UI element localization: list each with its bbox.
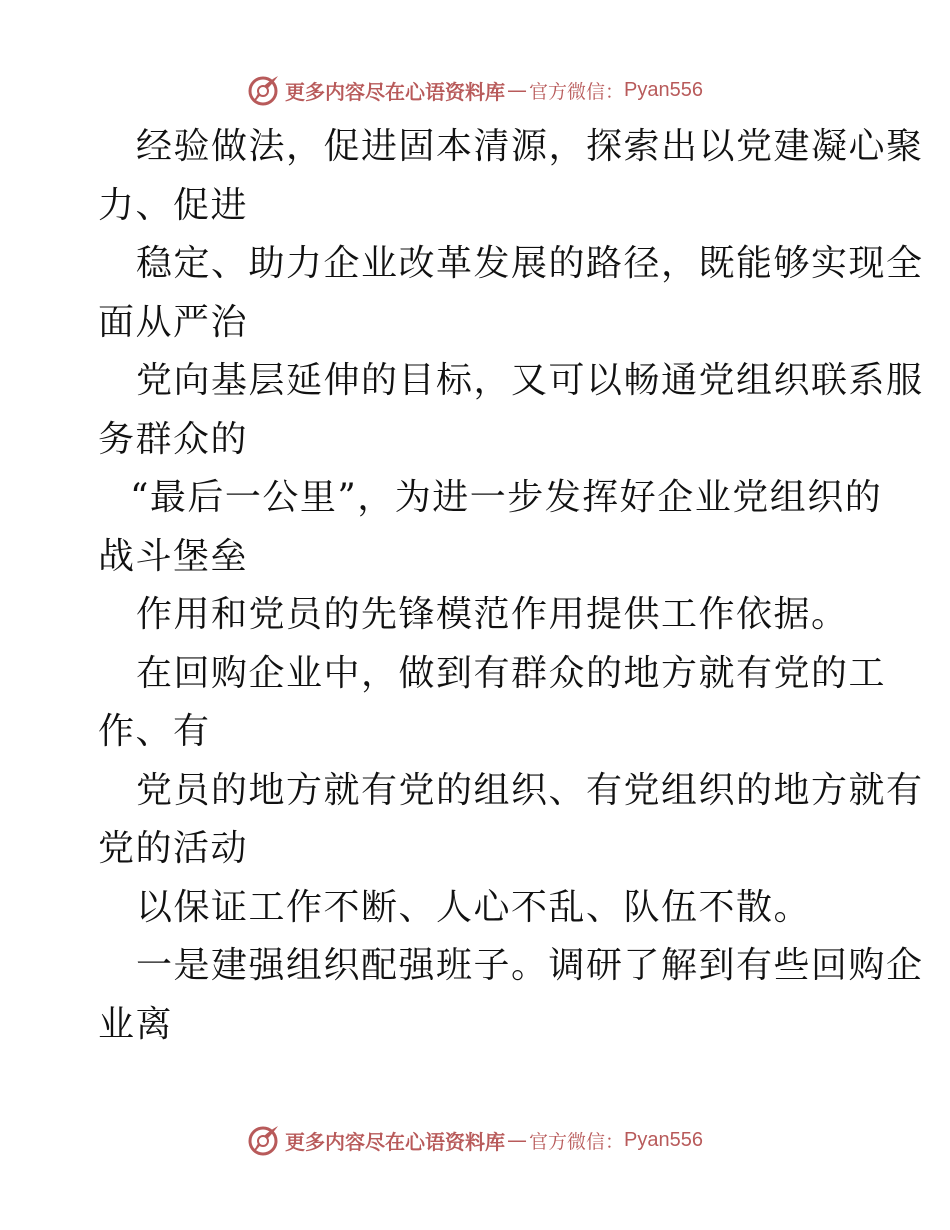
body-line: 战斗堡垒 (98, 535, 249, 577)
header-dash: — (507, 78, 527, 102)
header-wechat-id: Pyan556 (624, 78, 703, 101)
quill-logo-icon (247, 73, 281, 107)
body-line: 经验做法，促进固本清源，探索出以党建凝心聚 (136, 126, 924, 167)
header-promo-text: 更多内容尽在心语资料库 (285, 79, 505, 104)
body-line: 面从严治 (98, 301, 249, 343)
body-line: 作、有 (98, 711, 211, 752)
quill-logo-icon (247, 1123, 281, 1157)
footer-official-label: 官方微信： (529, 1130, 625, 1153)
body-line: “最后一公里”，为进一步发挥好企业党组织的 (130, 477, 883, 518)
body-line: 作用和党员的先锋模范作用提供工作依据。 (136, 594, 849, 635)
body-line: 一是建强组织配强班子。调研了解到有些回购企 (136, 945, 924, 986)
footer-banner (0, 1120, 950, 1160)
footer-dash: — (507, 1128, 527, 1152)
body-line: 党员的地方就有党的组织、有党组织的地方就有 (136, 769, 924, 811)
header-official-label: 官方微信： (529, 80, 625, 103)
header-banner (0, 70, 950, 110)
footer-wechat-id: Pyan556 (624, 1128, 703, 1151)
body-line: 以保证工作不断、人心不乱、队伍不散。 (136, 886, 812, 928)
footer-promo-text: 更多内容尽在心语资料库 (285, 1129, 505, 1154)
body-line: 党的活动 (98, 828, 249, 869)
body-line: 务群众的 (98, 418, 249, 460)
body-line: 力、促进 (98, 184, 249, 226)
body-line: 稳定、助力企业改革发展的路径，既能够实现全 (136, 243, 924, 284)
body-line: 在回购企业中，做到有群众的地方就有党的工 (136, 652, 887, 694)
document-body (98, 118, 924, 1054)
body-line: 业离 (98, 1003, 174, 1045)
body-line: 党向基层延伸的目标，又可以畅通党组织联系服 (136, 360, 924, 401)
